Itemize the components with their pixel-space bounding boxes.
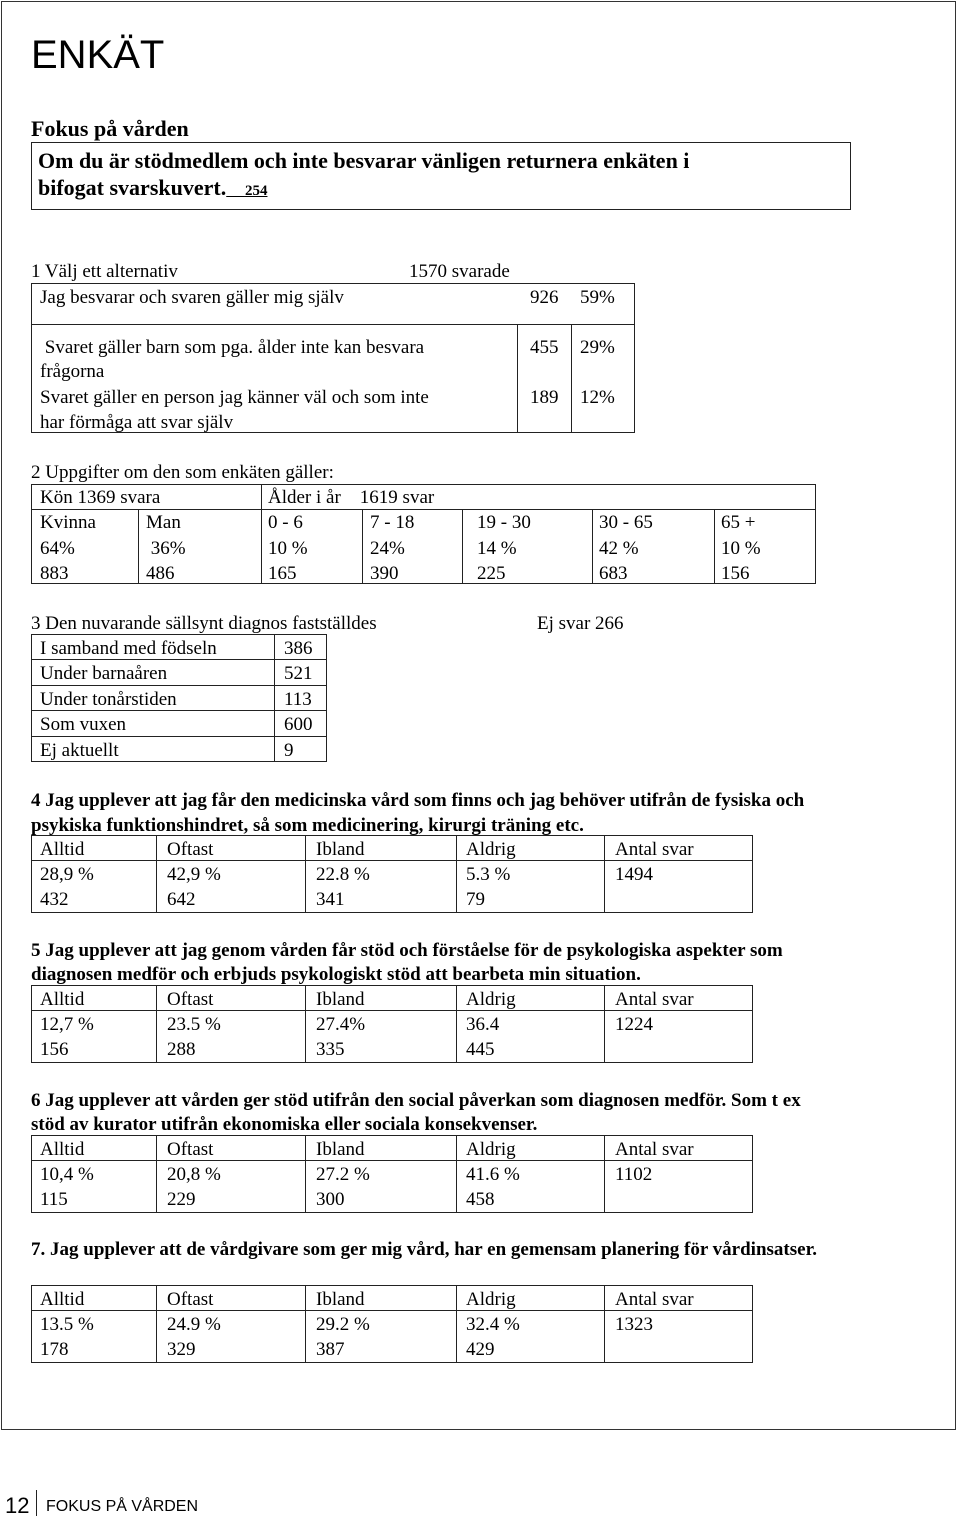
q2-col-header: 30 - 65 (599, 512, 653, 533)
q1-row1-label: Jag besvarar och svaren gäller mig själv (40, 287, 344, 308)
q2-pct: 10 % (721, 538, 761, 559)
q7-count: 178 (40, 1339, 69, 1360)
q2-pct: 64% (40, 538, 75, 559)
q2-col-divider (138, 509, 139, 584)
q2-age-header: Ålder i år 1619 svar (268, 487, 435, 508)
q6-header: Aldrig (466, 1139, 516, 1160)
q2-gender-header: Kön 1369 svara (40, 487, 161, 508)
q5-header: Ibland (316, 989, 365, 1010)
q7-count: 429 (466, 1339, 495, 1360)
q6-header: Alltid (40, 1139, 85, 1160)
q2-col-divider (714, 509, 715, 584)
q3-row-label: Under barnaåren (40, 663, 168, 684)
q1-row1-count: 926 (530, 287, 559, 308)
q1-row-divider (31, 324, 635, 325)
q7-header: Alltid (40, 1289, 85, 1310)
q3-heading: 3 Den nuvarande sällsynt diagnos fastställdes (31, 613, 377, 634)
q2-count: 225 (477, 563, 506, 584)
q6-count: 300 (316, 1189, 345, 1210)
q4-pct: 42,9 % (167, 864, 221, 885)
q6-col-divider (604, 1135, 605, 1213)
q7-header: Aldrig (466, 1289, 516, 1310)
q7-pct: 24.9 % (167, 1314, 221, 1335)
q2-count: 156 (721, 563, 750, 584)
intro-line1: Om du är stödmedlem och inte besvarar vänligen returnera enkäten i (38, 148, 690, 173)
q4-header: Oftast (167, 839, 214, 860)
q3-row-count: 9 (284, 740, 294, 761)
q4-question-cont: psykiska funktionshindret, så som medicinering, kirurgi träning etc. (31, 815, 584, 836)
q4-pct: 22.8 % (316, 864, 370, 885)
q4-header: Aldrig (466, 839, 516, 860)
q5-header: Antal svar (615, 989, 694, 1010)
q3-row-label: Som vuxen (40, 714, 127, 735)
q2-col-divider (462, 509, 463, 584)
q5-total: 1224 (615, 1014, 653, 1035)
q5-count: 335 (316, 1039, 345, 1060)
q2-count: 390 (370, 563, 399, 584)
q4-col-divider (156, 835, 157, 913)
q4-col-divider (456, 835, 457, 913)
q1-row3-label-cont: har förmåga att svar själv (40, 412, 234, 433)
q7-count: 329 (167, 1339, 196, 1360)
q2-col-header: Kvinna (40, 512, 96, 533)
q1-row3-count: 189 (530, 387, 559, 408)
q5-question-cont: diagnosen medför och erbjuds psykologiskt stöd att bearbeta min situation. (31, 964, 641, 985)
q1-row1-pct: 59% (580, 287, 615, 308)
q3-row-label: Under tonårstiden (40, 689, 177, 710)
q2-col-divider (362, 509, 363, 584)
q1-row2-pct: 29% (580, 337, 615, 358)
footer-divider (36, 1490, 37, 1516)
q3-row-label: I samband med födseln (40, 638, 217, 659)
q4-count: 341 (316, 889, 345, 910)
q1-row3-label: Svaret gäller en person jag känner väl och som inte (40, 387, 429, 408)
q6-col-divider (305, 1135, 306, 1213)
q6-pct: 10,4 % (40, 1164, 94, 1185)
q7-row-divider (31, 1310, 753, 1311)
q6-row-divider (31, 1160, 753, 1161)
q6-col-divider (156, 1135, 157, 1213)
q2-col-divider (592, 509, 593, 584)
q5-header: Oftast (167, 989, 214, 1010)
q3-row-divider (31, 685, 327, 686)
q1-col-divider (517, 324, 518, 433)
q5-pct: 27.4% (316, 1014, 366, 1035)
q6-col-divider (456, 1135, 457, 1213)
q6-total: 1102 (615, 1164, 653, 1185)
q5-count: 156 (40, 1039, 69, 1060)
q6-count: 229 (167, 1189, 196, 1210)
q2-row-divider (31, 509, 816, 510)
q4-total: 1494 (615, 864, 653, 885)
q1-row3-pct: 12% (580, 387, 615, 408)
q4-row-divider (31, 860, 753, 861)
q6-count: 115 (40, 1189, 68, 1210)
q2-pct: 36% (146, 538, 186, 559)
q5-col-divider (305, 985, 306, 1063)
page-number: 12 (5, 1493, 30, 1518)
intro-line2: bifogat svarskuvert. 254 (38, 175, 268, 200)
q4-count: 79 (466, 889, 485, 910)
q7-pct: 29.2 % (316, 1314, 370, 1335)
q2-pct: 10 % (268, 538, 308, 559)
q7-pct: 32.4 % (466, 1314, 520, 1335)
q5-row-divider (31, 1010, 753, 1011)
q6-header: Ibland (316, 1139, 365, 1160)
q7-header: Ibland (316, 1289, 365, 1310)
q6-pct: 41.6 % (466, 1164, 520, 1185)
q5-col-divider (156, 985, 157, 1063)
q1-heading: 1 Välj ett alternativ (31, 261, 178, 282)
q2-count: 486 (146, 563, 175, 584)
q5-header: Alltid (40, 989, 85, 1010)
q5-col-divider (604, 985, 605, 1063)
q7-col-divider (456, 1285, 457, 1363)
q6-header: Oftast (167, 1139, 214, 1160)
q5-header: Aldrig (466, 989, 516, 1010)
q7-col-divider (156, 1285, 157, 1363)
q5-count: 445 (466, 1039, 495, 1060)
q5-col-divider (456, 985, 457, 1063)
q6-header: Antal svar (615, 1139, 694, 1160)
q6-question-cont: stöd av kurator utifrån ekonomiska eller sociala konsekvenser. (31, 1114, 538, 1135)
q2-pct: 42 % (599, 538, 639, 559)
q1-row2-count: 455 (530, 337, 559, 358)
q6-pct: 20,8 % (167, 1164, 221, 1185)
q2-col-header: 0 - 6 (268, 512, 303, 533)
q2-col-header: 7 - 18 (370, 512, 415, 533)
q4-count: 432 (40, 889, 69, 910)
page-subtitle: Fokus på vården (31, 116, 189, 141)
q3-row-divider (31, 710, 327, 711)
q2-col-header: Man (146, 512, 181, 533)
q6-count: 458 (466, 1189, 495, 1210)
q5-pct: 23.5 % (167, 1014, 221, 1035)
q5-question: 5 Jag upplever att jag genom vården får stöd och förståelse för de psykologiska aspekter som (31, 940, 783, 961)
q2-count: 165 (268, 563, 297, 584)
q2-col-header: 65 + (721, 512, 756, 533)
q3-row-label: Ej aktuellt (40, 740, 119, 761)
q2-count: 883 (40, 563, 69, 584)
q2-col-divider (261, 484, 262, 584)
q3-row-count: 521 (284, 663, 313, 684)
q4-header: Antal svar (615, 839, 694, 860)
q3-row-count: 386 (284, 638, 313, 659)
q2-pct: 14 % (477, 538, 517, 559)
q7-count: 387 (316, 1339, 345, 1360)
page-title: ENKÄT (31, 33, 165, 77)
q6-question: 6 Jag upplever att vården ger stöd utifrån den social påverkan som diagnosen medför. Som t ex (31, 1090, 801, 1111)
q7-col-divider (604, 1285, 605, 1363)
q4-header: Ibland (316, 839, 365, 860)
q4-col-divider (604, 835, 605, 913)
q3-no-answer: Ej svar 266 (537, 613, 624, 634)
q6-pct: 27.2 % (316, 1164, 370, 1185)
q7-pct: 13.5 % (40, 1314, 94, 1335)
q4-header: Alltid (40, 839, 85, 860)
q7-header: Antal svar (615, 1289, 694, 1310)
q5-pct: 12,7 % (40, 1014, 94, 1035)
q2-pct: 24% (370, 538, 405, 559)
q5-count: 288 (167, 1039, 196, 1060)
q3-row-count: 600 (284, 714, 313, 735)
q4-pct: 5.3 % (466, 864, 511, 885)
q1-col-divider (571, 324, 572, 433)
q1-row2-label-cont: frågorna (40, 361, 105, 382)
q3-row-divider (31, 736, 327, 737)
q4-count: 642 (167, 889, 196, 910)
q5-pct: 36.4 (466, 1014, 500, 1035)
q7-col-divider (305, 1285, 306, 1363)
q2-count: 683 (599, 563, 628, 584)
q4-question: 4 Jag upplever att jag får den medicinska vård som finns och jag behöver utifrån de fysiska och (31, 790, 805, 811)
q1-row2-label: Svaret gäller barn som pga. ålder inte kan besvara (40, 337, 425, 358)
q2-heading: 2 Uppgifter om den som enkäten gäller: (31, 462, 334, 483)
q4-col-divider (305, 835, 306, 913)
q2-col-header: 19 - 30 (477, 512, 531, 533)
q3-row-divider (31, 659, 327, 660)
footer-label: FOKUS PÅ VÅRDEN (46, 1498, 199, 1515)
q4-pct: 28,9 % (40, 864, 94, 885)
q3-row-count: 113 (284, 689, 312, 710)
q7-total: 1323 (615, 1314, 653, 1335)
q7-header: Oftast (167, 1289, 214, 1310)
q7-question: 7. Jag upplever att de vårdgivare som ger mig vård, har en gemensam planering för vårdinsatser. (31, 1239, 818, 1260)
q3-col-divider (274, 634, 275, 762)
q1-answered: 1570 svarade (409, 261, 510, 282)
